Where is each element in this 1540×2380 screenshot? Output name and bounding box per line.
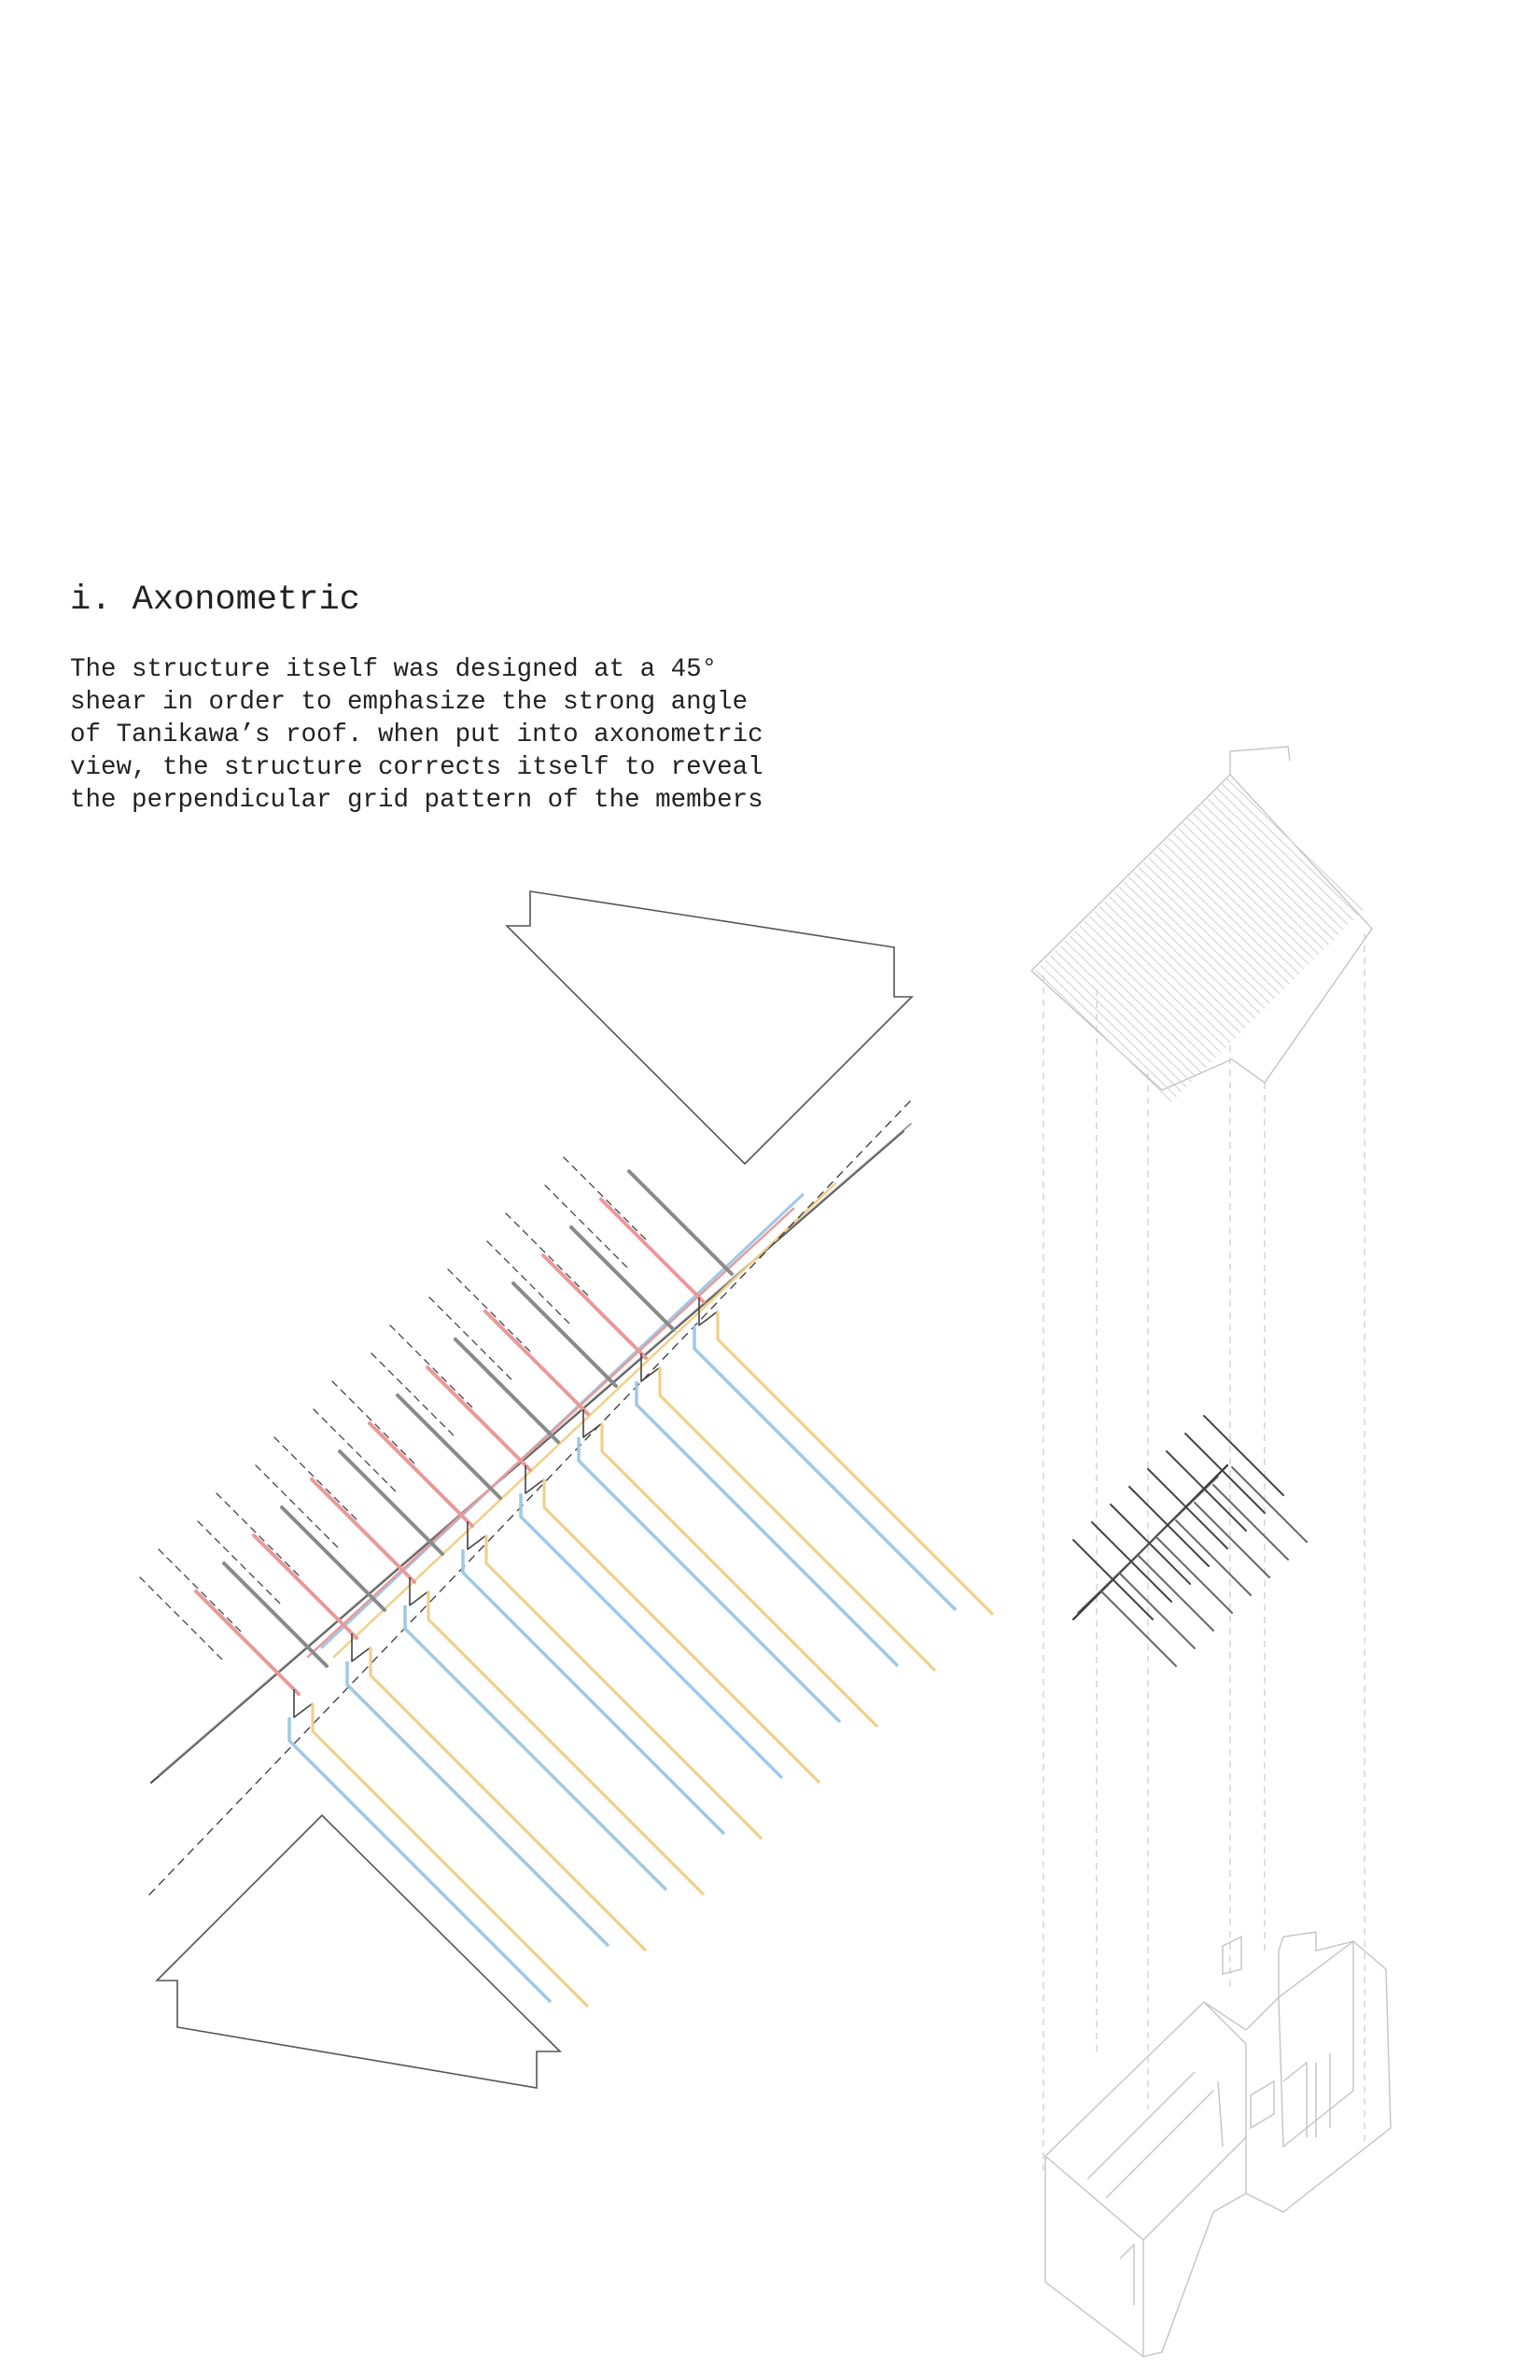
roof-hatch-line	[1095, 912, 1230, 1043]
member-dashed-extension	[564, 1157, 648, 1241]
mini-member	[1204, 1416, 1283, 1495]
yellow-member	[428, 1591, 704, 1895]
roof-hatch-line	[1223, 784, 1358, 915]
yellow-member	[718, 1311, 993, 1615]
roof-hatch-line	[1188, 819, 1323, 949]
mini-member	[1101, 1591, 1176, 1666]
description-line: view, the structure corrects itself to reveal	[70, 753, 763, 782]
roof-hatch-line	[1164, 843, 1299, 973]
gray-member	[571, 1227, 674, 1330]
red-member	[312, 1479, 414, 1582]
mini-member	[1111, 1505, 1190, 1584]
member-dashed-extension	[448, 1269, 532, 1353]
roof-hatch-line	[1060, 946, 1196, 1077]
red-member	[485, 1311, 588, 1414]
roof-hatch-line	[1139, 868, 1274, 999]
yellow-member	[313, 1703, 588, 2007]
description-line: The structure itself was designed at a 45°	[70, 655, 718, 684]
member-dashed-extension	[332, 1381, 416, 1465]
red-member	[427, 1367, 530, 1470]
mini-member	[1157, 1538, 1232, 1613]
member-dashed-extension	[487, 1241, 571, 1325]
structure-miniature	[1073, 1416, 1307, 1666]
mini-member	[1232, 1467, 1307, 1542]
roof-hatch-line	[1154, 853, 1289, 984]
roof-hatch-line	[1056, 951, 1191, 1082]
roof-hatch-line	[1080, 927, 1215, 1057]
member-dashed-extension	[390, 1325, 474, 1409]
mini-member	[1185, 1434, 1265, 1513]
yellow-member	[602, 1423, 877, 1727]
yellow-member	[544, 1479, 819, 1783]
roof-hatch-line	[1110, 897, 1245, 1028]
member-dashed-extension	[274, 1437, 358, 1521]
roof-hatch-line	[1227, 779, 1363, 910]
red-member	[254, 1535, 357, 1638]
roof-hatch-line	[1129, 877, 1265, 1008]
roof-axonometric	[1031, 747, 1372, 1101]
dashed-projection-lines	[1043, 933, 1365, 2175]
roof-hatch-line	[1125, 882, 1260, 1013]
blue-member	[289, 1717, 551, 2002]
roof-hatch-line	[1158, 848, 1294, 979]
mini-member	[1213, 1485, 1288, 1560]
roof-hatch-line	[1090, 917, 1225, 1047]
roof-hatch-line	[1149, 858, 1284, 988]
roof-hatch-line	[1217, 790, 1352, 920]
roof-hatch-line	[1071, 936, 1206, 1067]
mini-member	[1167, 1451, 1246, 1531]
member-dashed-extension	[371, 1353, 455, 1437]
gray-member	[513, 1283, 616, 1386]
description-line: the perpendicular grid pattern of the members	[70, 786, 763, 815]
mini-member	[1176, 1520, 1251, 1595]
roof-hatch-line	[1099, 907, 1235, 1038]
roof-hatch-line	[1114, 892, 1250, 1023]
roof-hatch-line	[1134, 873, 1269, 1003]
roof-hatch-line	[1075, 931, 1211, 1062]
mini-member	[1139, 1556, 1213, 1631]
roof-hatch-line	[1178, 829, 1313, 959]
member-dashed-extension	[217, 1493, 301, 1577]
roof-hatch-line	[1169, 838, 1304, 969]
roof-hatch-line	[1144, 862, 1280, 993]
roof-hatch-line	[1051, 956, 1186, 1086]
roof-hatch-line	[1041, 966, 1176, 1097]
member-dashed-extension	[429, 1297, 513, 1381]
member-dashed-extension	[140, 1577, 224, 1661]
roof-hatch-line	[1066, 941, 1201, 1071]
roof-hatch-line	[1208, 799, 1343, 930]
roof-hatch-line	[1105, 902, 1240, 1032]
gray-member	[455, 1339, 558, 1442]
mini-spine	[1078, 1477, 1218, 1613]
member-dashed-extension	[159, 1549, 243, 1633]
gray-member	[340, 1451, 442, 1554]
member-dashed-extension	[198, 1521, 282, 1605]
upper-gable-profile	[507, 891, 912, 1164]
member-dashed-extension	[545, 1185, 629, 1269]
mini-member	[1148, 1469, 1227, 1548]
structure-lattice	[140, 1101, 993, 2007]
roof-hatch-line	[1197, 809, 1333, 940]
red-member	[196, 1591, 299, 1694]
roof-hatch-line	[1173, 833, 1309, 964]
gray-member	[629, 1171, 732, 1274]
gray-member	[224, 1563, 327, 1666]
member-dashed-extension	[256, 1465, 340, 1549]
roof-hatch-line	[1193, 814, 1328, 945]
roof-hatch-line	[1085, 921, 1221, 1052]
member-dashed-extension	[314, 1409, 398, 1493]
gray-member	[398, 1395, 500, 1498]
gray-member	[282, 1507, 385, 1610]
yellow-member	[486, 1535, 762, 1839]
section-heading: i. Axonometric	[70, 581, 360, 620]
red-member	[543, 1255, 646, 1358]
description-line: of Tanikawa’s roof. when put into axonometric	[70, 721, 763, 749]
roof-hatch-line	[1046, 960, 1182, 1091]
roof-hatch-line	[1183, 823, 1319, 954]
mini-member	[1120, 1574, 1195, 1648]
spine-beam-dark	[151, 1131, 903, 1783]
roof-hatch-line	[1036, 971, 1171, 1101]
roof-hatch-line	[1212, 794, 1348, 925]
roof-hatch-line	[1119, 888, 1254, 1018]
building-base-axonometric	[1045, 1932, 1391, 2357]
spine-beam-gray	[159, 1124, 911, 1775]
mini-member	[1195, 1503, 1269, 1577]
member-dashed-extension	[506, 1213, 590, 1297]
red-member	[370, 1423, 472, 1526]
description-line: shear in order to emphasize the strong angle	[70, 688, 749, 717]
mini-member	[1129, 1487, 1209, 1566]
red-member	[601, 1199, 704, 1302]
yellow-member	[660, 1367, 935, 1671]
